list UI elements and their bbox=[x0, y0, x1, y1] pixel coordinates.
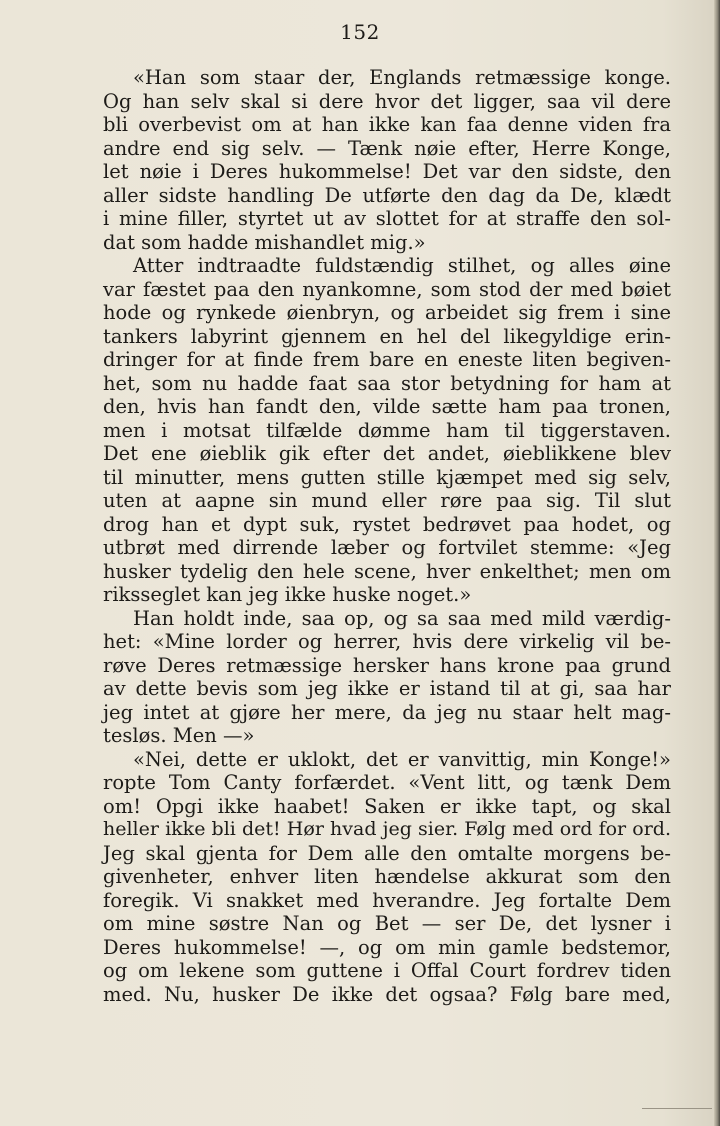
text-line: Deres hukommelse! —, og om min gamle bedstemor, bbox=[103, 935, 671, 959]
text-line: Det ene øieblik gik efter det andet, øieblikkene blev bbox=[103, 442, 671, 465]
text-line: utbrøt med dirrende læber og fortvilet stemme: «Jeg bbox=[103, 536, 671, 559]
text-line: men i motsat tilfælde dømme ham til tiggerstaven. bbox=[103, 418, 671, 442]
text-line: om! Opgi ikke haabet! Saken er ikke tapt, og skal bbox=[103, 794, 671, 818]
text-line: med. Nu, husker De ikke det ogsaa? Følg bare med, bbox=[103, 982, 671, 1006]
text-line: givenheter, enhver liten hændelse akkurat som den bbox=[103, 865, 671, 888]
text-line: den, hvis han fandt den, vilde sætte ham paa tronen, bbox=[103, 395, 671, 418]
text-line: dringer for at finde frem bare en eneste liten begiven- bbox=[103, 348, 671, 371]
text-line: dat som hadde mishandlet mig.» bbox=[103, 230, 426, 254]
text-line: riksseglet kan jeg ikke huske noget.» bbox=[103, 583, 472, 606]
text-line: Og han selv skal si dere hvor det ligger, saa vil dere bbox=[103, 89, 671, 113]
page-number: 152 bbox=[340, 20, 380, 44]
page-bottom-rule bbox=[642, 1108, 712, 1109]
text-line: andre end sig selv. — Tænk nøie efter, Herre Konge, bbox=[103, 136, 671, 160]
text-line: foregik. Vi snakket med hverandre. Jeg fortalte Dem bbox=[103, 888, 671, 912]
text-line: til minutter, mens gutten stille kjæmpet med sig selv, bbox=[103, 465, 671, 489]
text-line: hode og rynkede øienbryn, og arbeidet sig frem i sine bbox=[103, 301, 671, 324]
text-line: om mine søstre Nan og Bet — ser De, det lysner i bbox=[103, 912, 671, 935]
text-line: Atter indtraadte fuldstændig stilhet, og alles øine bbox=[133, 254, 671, 277]
text-line: let nøie i Deres hukommelse! Det var den sidste, den bbox=[103, 160, 671, 183]
text-line: jeg intet at gjøre her mere, da jeg nu staar helt mag- bbox=[103, 700, 671, 724]
text-line: drog han et dypt suk, rystet bedrøvet paa hodet, og bbox=[103, 512, 671, 536]
text-line: Han holdt inde, saa op, og sa saa med mild værdig- bbox=[133, 606, 671, 630]
text-line: tesløs. Men —» bbox=[103, 724, 255, 747]
text-line: røve Deres retmæssige hersker hans krone paa grund bbox=[103, 653, 671, 677]
text-line: i mine filler, styrtet ut av slottet for at straffe den sol- bbox=[103, 207, 671, 230]
text-line: Jeg skal gjenta for Dem alle den omtalte morgens be- bbox=[103, 841, 671, 865]
text-line: og om lekene som guttene i Offal Court fordrev tiden bbox=[103, 959, 671, 982]
text-line: tankers labyrint gjennem en hel del likegyldige erin- bbox=[103, 324, 671, 348]
text-line: var fæstet paa den nyankomne, som stod der med bøiet bbox=[103, 277, 671, 301]
text-line: av dette bevis som jeg ikke er istand til at gi, saa har bbox=[103, 677, 671, 700]
text-line: «Han som staar der, Englands retmæssige konge. bbox=[133, 66, 671, 89]
text-line: aller sidste handling De utførte den dag da De, klædt bbox=[103, 183, 671, 207]
page-edge-shadow bbox=[714, 0, 720, 1126]
page-text bbox=[103, 66, 671, 1006]
text-line: «Nei, dette er uklokt, det er vanvittig, min Konge!» bbox=[133, 747, 671, 771]
text-line: heller ikke bli det! Hør hvad jeg sier. Følg med ord for ord. bbox=[103, 818, 671, 840]
text-line: husker tydelig den hele scene, hver enkelthet; men om bbox=[103, 559, 671, 583]
text-line: het: «Mine lorder og herrer, hvis dere virkelig vil be- bbox=[103, 630, 671, 653]
text-line: uten at aapne sin mund eller røre paa sig. Til slut bbox=[103, 489, 671, 512]
text-line: het, som nu hadde faat saa stor betydning for ham at bbox=[103, 371, 671, 395]
text-line: bli overbevist om at han ikke kan faa denne viden fra bbox=[103, 113, 671, 136]
text-line: ropte Tom Canty forfærdet. «Vent litt, og tænk Dem bbox=[103, 771, 671, 794]
